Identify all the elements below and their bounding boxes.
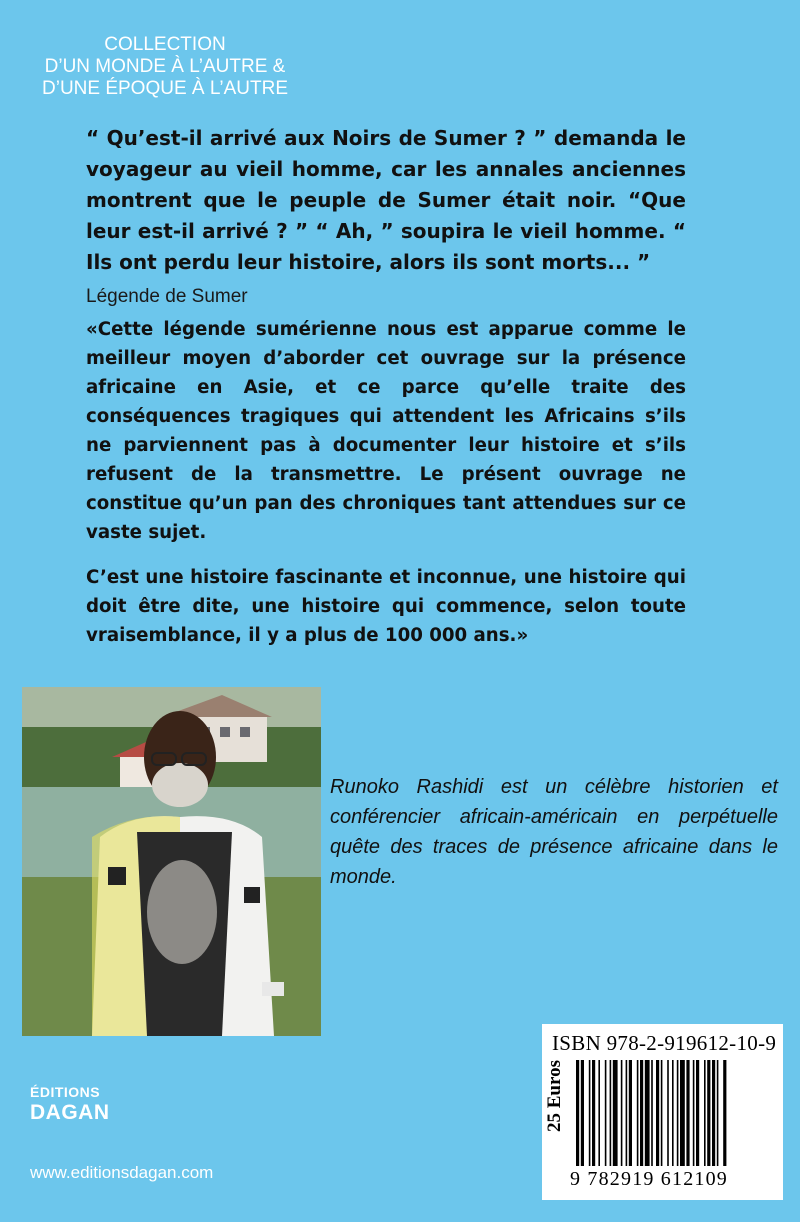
description-paragraph-1: «Cette légende sumérienne nous est apparue comme le meilleur moyen d’aborder cet ouvrage sur la présence africaine en Asie, et ce parce qu’elle traite des conséquences tragiques qui attendent les Africains s’ils ne parviennent pas à documenter leur histoire et s’ils refusent de la transmettre. Le présent ouvrage ne constitue qu’un pan des chroniques tant attendues sur ce vaste sujet. [86,319,686,543]
publisher-logo [30,1085,110,1123]
publisher-website: www.editionsdagan.com [30,1163,214,1182]
description-paragraph-2: C’est une histoire fascinante et inconnue, une histoire qui doit être dite, une histoire qui commence, selon toute vraisemblance, il y a plus de 100 000 ans.» [86,567,686,646]
price-label: 25 Euros [544,1060,565,1132]
collection-title [0,34,330,100]
sumer-quote: “ Qu’est-il arrivé aux Noirs de Sumer ? ” demanda le voyageur au vieil homme, car les annales anciennes montrent que le peuple de Sumer était noir. “Que leur est-il arrivé ? ” “ Ah, ” soupira le vieil homme. “ Ils ont perdu leur histoire, alors ils sont morts... ” [86,126,686,274]
isbn-label: ISBN 978-2-919612-10-9 [552,1031,777,1055]
quote-source: Légende de Sumer [86,286,248,307]
barcode-digits: 9 782919 612109 [570,1168,728,1190]
barcode-panel [542,1024,783,1200]
collection-line-2: D’UN MONDE À L’AUTRE & [44,56,286,77]
publisher-logo-line-1: ÉDITIONS [30,1084,101,1100]
author-photo [22,687,321,1036]
author-bio: Runoko Rashidi est un célèbre historien et conférencier africain-américain en perpétuelle quête des traces de présence africaine dans le monde. [330,776,778,888]
collection-line-3: D’UNE ÉPOQUE À L’AUTRE [42,78,288,99]
collection-line-1: COLLECTION [104,34,226,55]
publisher-logo-line-2: DAGAN [30,1101,110,1124]
barcode [576,1060,776,1166]
